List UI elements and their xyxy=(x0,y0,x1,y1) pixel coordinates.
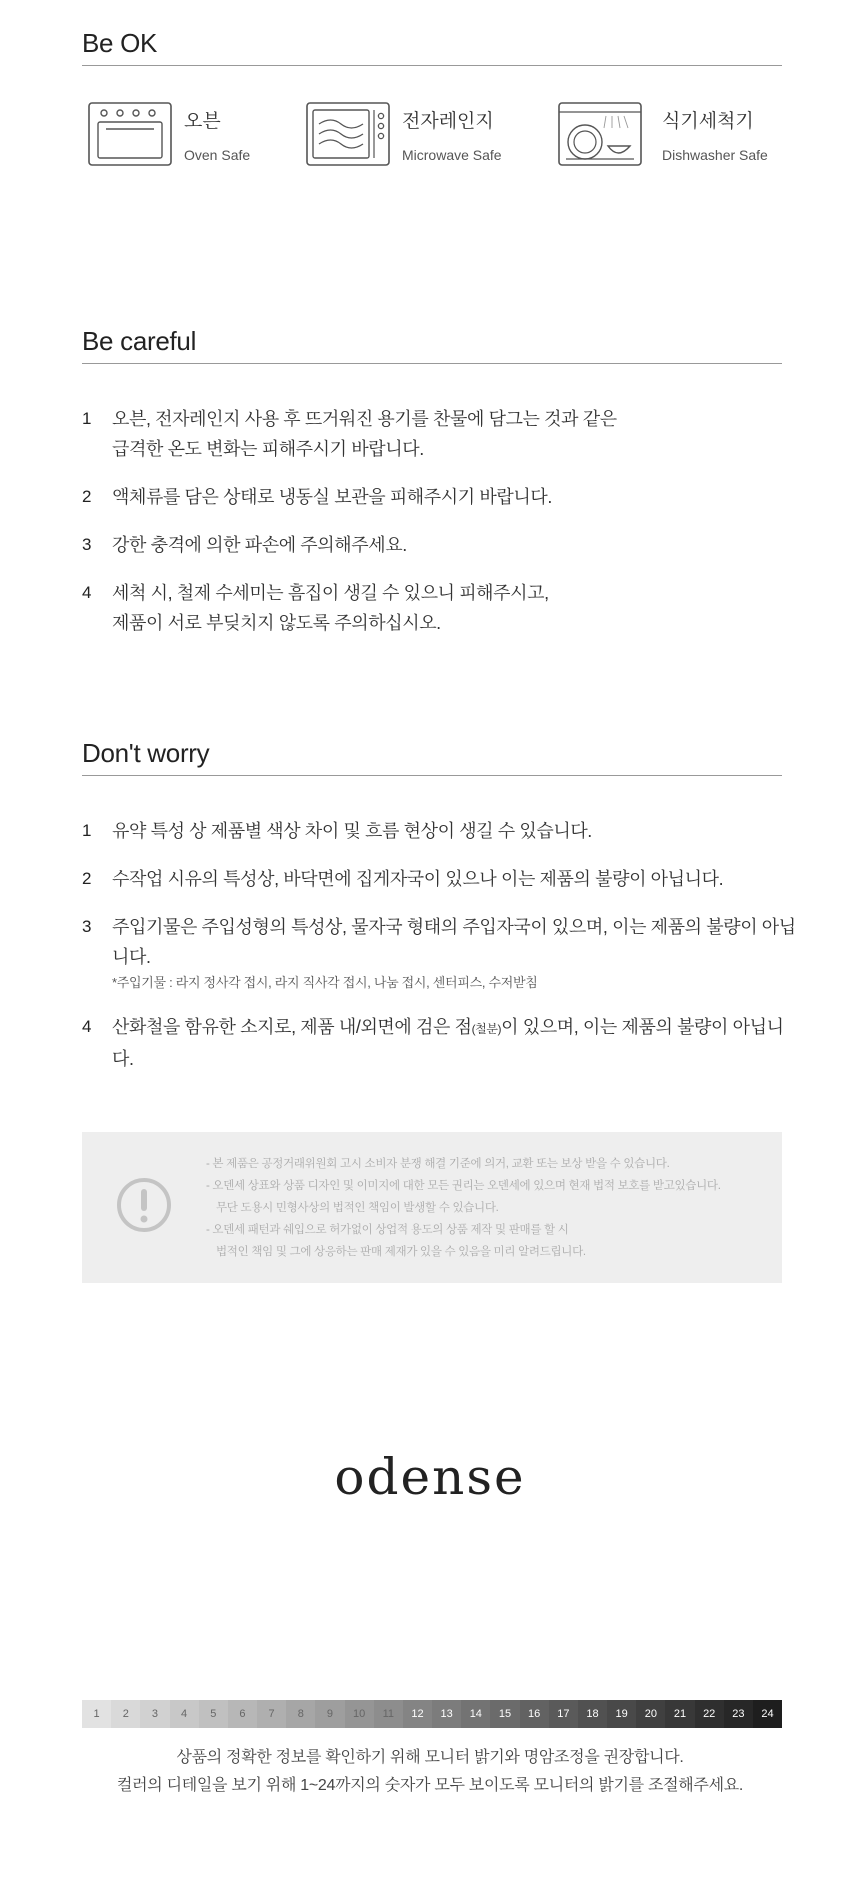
item-note: *주입기물 : 라지 정사각 접시, 라지 직사각 접시, 나눔 접시, 센터피스, 수저받침 xyxy=(112,975,538,990)
item-text: 세척 시, 철제 수세미는 흠집이 생길 수 있으니 피해주시고, xyxy=(112,583,549,603)
oven-safe-item xyxy=(88,102,306,166)
item-number: 4 xyxy=(82,583,92,602)
item-number: 1 xyxy=(82,821,92,840)
list-item xyxy=(82,530,782,560)
scale-cell: 11 xyxy=(374,1700,403,1728)
scale-cell: 5 xyxy=(199,1700,228,1728)
item-number: 3 xyxy=(82,535,92,554)
item-text: 유약 특성 상 제품별 색상 차이 및 흐름 현상이 생길 수 있습니다. xyxy=(112,821,592,841)
scale-cell: 13 xyxy=(432,1700,461,1728)
microwave-label-ko: 전자레인지 xyxy=(402,111,494,132)
item-text-small: (철분) xyxy=(471,1022,502,1036)
item-text: 이 있으며, 이는 제품의 불량이 아닙니다. xyxy=(112,1017,784,1069)
item-text: 액체류를 담은 상태로 냉동실 보관을 피해주시기 바랍니다. xyxy=(112,487,552,507)
item-text: 주입기물은 주입성형의 특성상, 물자국 형태의 주입자국이 있으며, 이는 제품의 불량이 아닙니다. xyxy=(112,917,796,967)
brightness-scale xyxy=(82,1700,782,1728)
list-item xyxy=(82,404,782,464)
item-text: 수작업 시유의 특성상, 바닥면에 집게자국이 있으나 이는 제품의 불량이 아닙니다. xyxy=(112,869,724,889)
item-number: 1 xyxy=(82,409,92,428)
scale-cell: 9 xyxy=(315,1700,344,1728)
exclamation-circle-icon xyxy=(116,1177,172,1233)
scale-cell: 8 xyxy=(286,1700,315,1728)
notice-list xyxy=(206,1153,766,1263)
dishwasher-icon xyxy=(558,102,642,166)
item-text: 산화철을 함유한 소지로, 제품 내/외면에 검은 점 xyxy=(112,1017,472,1037)
scale-cell: 10 xyxy=(345,1700,374,1728)
brand-logo: odense xyxy=(334,1448,526,1506)
dont-worry-list xyxy=(82,816,802,1074)
scale-cell: 17 xyxy=(549,1700,578,1728)
scale-cell: 14 xyxy=(461,1700,490,1728)
list-item xyxy=(82,1012,802,1074)
list-item xyxy=(82,912,802,994)
scale-cell: 1 xyxy=(82,1700,111,1728)
be-ok-title: Be OK xyxy=(82,28,782,66)
be-careful-section xyxy=(82,326,782,656)
notice-line: - 오덴세 패턴과 쉐입으로 허가없이 상업적 용도의 상품 제작 및 판매를 할 시 xyxy=(206,1224,569,1236)
scale-cell: 16 xyxy=(520,1700,549,1728)
dont-worry-section xyxy=(82,738,802,1092)
microwave-safe-item xyxy=(306,102,558,166)
notice-box xyxy=(82,1132,782,1283)
scale-cell: 3 xyxy=(140,1700,169,1728)
scale-cell: 4 xyxy=(170,1700,199,1728)
microwave-label-en: Microwave Safe xyxy=(402,147,502,163)
dishwasher-safe-item xyxy=(558,102,768,166)
scale-cell: 2 xyxy=(111,1700,140,1728)
scale-cell: 23 xyxy=(724,1700,753,1728)
dishwasher-label-ko: 식기세척기 xyxy=(662,111,754,132)
dont-worry-title: Don't worry xyxy=(82,738,782,776)
item-text: 급격한 온도 변화는 피해주시기 바랍니다. xyxy=(112,439,424,459)
list-item xyxy=(82,816,802,846)
careful-list xyxy=(82,404,782,638)
list-item xyxy=(82,864,802,894)
safe-usage-list xyxy=(82,102,782,166)
item-number: 3 xyxy=(82,917,92,936)
monitor-caption xyxy=(0,1744,860,1800)
oven-label-en: Oven Safe xyxy=(184,147,251,163)
scale-cell: 6 xyxy=(228,1700,257,1728)
item-text: 강한 충격에 의한 파손에 주의해주세요. xyxy=(112,535,407,555)
scale-cell: 22 xyxy=(695,1700,724,1728)
item-number: 2 xyxy=(82,487,92,506)
scale-cell: 19 xyxy=(607,1700,636,1728)
item-number: 4 xyxy=(82,1017,92,1036)
item-text: 제품이 서로 부딪치지 않도록 주의하십시오. xyxy=(112,613,441,633)
scale-cell: 24 xyxy=(753,1700,782,1728)
notice-line: - 본 제품은 공정거래위원회 고시 소비자 분쟁 해결 기준에 의거, 교환 또는 보상 받을 수 있습니다. xyxy=(206,1158,670,1170)
item-number: 2 xyxy=(82,869,92,888)
list-item xyxy=(82,578,782,638)
oven-icon xyxy=(88,102,172,166)
caption-line: 상품의 정확한 정보를 확인하기 위해 모니터 밝기와 명암조정을 권장합니다. xyxy=(176,1749,684,1766)
notice-line: 무단 도용시 민형사상의 법적인 책임이 발생할 수 있습니다. xyxy=(216,1202,499,1214)
be-careful-title: Be careful xyxy=(82,326,782,364)
notice-line: - 오덴세 상표와 상품 디자인 및 이미지에 대한 모든 권리는 오덴세에 있으며 현재 법적 보호를 받고있습니다. xyxy=(206,1180,721,1192)
list-item xyxy=(82,482,782,512)
scale-cell: 15 xyxy=(490,1700,519,1728)
scale-cell: 18 xyxy=(578,1700,607,1728)
be-ok-section xyxy=(82,28,782,166)
oven-label-ko: 오븐 xyxy=(184,111,221,132)
scale-cell: 7 xyxy=(257,1700,286,1728)
scale-cell: 20 xyxy=(636,1700,665,1728)
scale-cell: 12 xyxy=(403,1700,432,1728)
dishwasher-label-en: Dishwasher Safe xyxy=(662,147,768,163)
scale-cell: 21 xyxy=(665,1700,694,1728)
caption-line: 컬러의 디테일을 보기 위해 1~24까지의 숫자가 모두 보이도록 모니터의 밝기를 조절해주세요. xyxy=(116,1777,744,1794)
item-text: 오븐, 전자레인지 사용 후 뜨거워진 용기를 찬물에 담그는 것과 같은 xyxy=(112,409,617,429)
microwave-icon xyxy=(306,102,390,166)
notice-line: 법적인 책임 및 그에 상응하는 판매 제재가 있을 수 있음을 미리 알려드립니다. xyxy=(216,1246,586,1258)
